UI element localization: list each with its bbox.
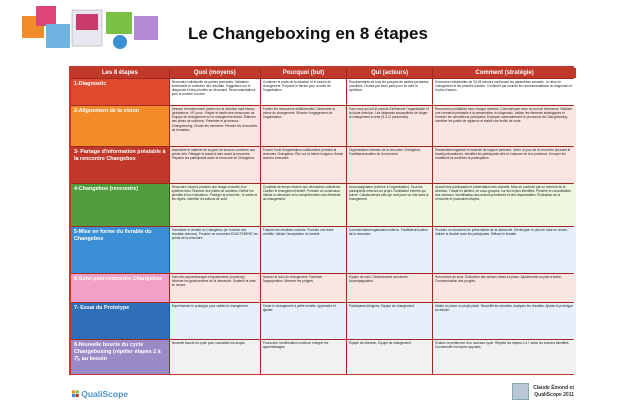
logo-box-blue (46, 24, 70, 48)
cell-comment: Entrevues individuelles de 30-45 minutes confirmant les paramètres suivants : le désir de changement et les priorités d'action. Confirmer par courriel les recommandations du diagnostic et le plan d'action. (433, 79, 576, 105)
cell-comment: Évaluer la pertinence d'un nouveau cycle. Répéter les étapes 2 à 7 selon les besoins identifiés. Documenter les leçons apprises. (433, 340, 576, 374)
cell-quoi: Assembler le matériel de support de secours conforme aux points clés. Partager le travail à faire avant la rencontre. Préparer les participants avant la rencontre de Changebox (170, 147, 260, 183)
cell-quoi: Rencontre visant à produire une image concrète d'un système futur. Élaborer des pistes de solutions. Définir les priorités et les indicateurs. Protéger la rencontre : le cadre et les règles. Identifier les actions de suivi. (170, 184, 260, 226)
table-grid (71, 68, 572, 373)
cell-quoi: Session d'entraînement (axées sur la direction haut niveau (présidence, VP) pour : Régler le destin des ressources de l'équipe de changement sur le changement désiré. Élaborer des pistes de solutions. Présenter le processus Changeboxing. Choisir les membres. Prendre les rencontres de formation. (170, 106, 260, 146)
cell-pourquoi: Traduire les résultats concrets. Produire une trace crédible. Valider l'acceptation du livrable. (261, 227, 346, 273)
changeboxing-logo (12, 2, 162, 56)
row-label: 5-Mise en forme du livrable du Changebox (71, 227, 169, 273)
column-header: Quoi (moyens) (170, 68, 260, 78)
cell-comment: Rencontres de suivi. Évaluation des actions mises en place. Ajustements au plan d'action. Communication des progrès. (433, 274, 576, 302)
row-label: 4-Changebox (rencontre) (71, 184, 169, 226)
row-label: 2-Alignement de la vision (71, 106, 169, 146)
row-label: 7- Essai du Prototype (71, 303, 169, 339)
row-label: 3- Partage d'information préalable à la rencontre Changebox (71, 147, 169, 183)
logo-screen-content (76, 14, 98, 30)
cell-pourquoi: Fournir l'outil d'organisation collaborative pendant la rencontre Changebox. Être sur la même longueur d'onde avant la rencontre. (261, 147, 346, 183)
cell-qui: Accompagnateur (externe à l'organisation). Tous les participants réservés au projet. Facilitateur externe qui anime. Collaborateurs clés qui vont jouer un rôle dans le changement. (347, 184, 432, 226)
cell-qui: Représentants de tous les groupes de parties prenantes possibles. Choisis par leurs pairs pour en faire la synthèse. (347, 79, 432, 105)
column-header: Comment (stratégie) (433, 68, 576, 78)
logo-box-green (106, 12, 132, 34)
cell-quoi: Nouvelle boucle du cycle pour consolider les acquis. (170, 340, 260, 374)
cell-quoi: Suivi des apprentissages et ajustements (coaching). Informer les gestionnaires de la démarche. Soutenir la mise en œuvre. (170, 274, 260, 302)
cell-pourquoi: Confirmer le pouls de la situation et le besoin de changement. Préparer le terrain pour la suite de l'organisation (261, 79, 346, 105)
cell-qui: Tous ceux qui ont le pouvoir d'influencer l'organisation et la haute direction. Les dirigeants susceptibles de diriger le changement à venir (5 à 12 personnes). (347, 106, 432, 146)
cell-comment: Accueil des participants et présentation des objectifs. Mise en contexte par un membre de la direction. Travail en ateliers, en sous-groupes, sur les enjeux identifiés. Plénière et consolidation des solutions. Identification des actions prioritaires et des responsables. Évaluation de la rencontre et prochaines étapes. (433, 184, 576, 226)
credit-block (512, 383, 574, 400)
qualiscope-logo (72, 383, 128, 405)
logo-box-pink (36, 6, 56, 26)
credit-line-1: Claude Émond et (533, 385, 574, 392)
changeboxing-table (69, 66, 574, 375)
cell-quoi: Expérimenter le prototype pour valider le changement. (170, 303, 260, 339)
cell-qui: Organisations internes de la rencontre Changebox. Facilitateur/soutien de la rencontre. (347, 147, 432, 183)
row-label: 1-Diagnostic (71, 79, 169, 105)
logo-box-purple (134, 16, 158, 40)
column-header: Les 8 étapes (71, 68, 169, 78)
cell-pourquoi: Fonder les ressources additionnelles. Démontrer la valeur du changement. Stimuler l'engagement de l'organisation (261, 106, 346, 146)
cell-pourquoi: Assurer le suivi du changement. Favoriser l'appropriation. Mesurer les progrès. (261, 274, 346, 302)
cell-quoi: Formaliser le livrable du Changebox (en fonction des résultats obtenus). Produire un document EXACTEMENT les points de la rencontre. (170, 227, 260, 273)
author-photo (512, 383, 529, 400)
cell-comment: Rencontres préalables avec chaque membre. Communiquer avec un mot de bienvenue. Réaliser une formation préalable à la présentation du diagnostic. Valider les éléments stratégiques et formuler les orientations principales. Expliquer sommairement le processus de Changeboxing. Identifier les points de vigilance et établir une feuille de route. (433, 106, 576, 146)
cell-comment: Rassembler/organiser le matériel de support pertinent. Ordre du jour de la rencontre (incluant le travail préparatoire). Identifier les participants clés et s'assurer de leur présence. Envoyer les invitations et confirmer la participation. (433, 147, 576, 183)
cell-comment: Mettre en place un projet pilote. Recueillir les données. Analyser les résultats. Ajuster le prototype au besoin. (433, 303, 576, 339)
cell-qui: Équipe de suivi. Gestionnaires concernés. Accompagnateur. (347, 274, 432, 302)
cell-qui: Participants désignés. Équipe de changement. (347, 303, 432, 339)
cell-comment: Produire un document de présentation de la démarche. Développer le plan de mise en œuvre. Valider le livrable avec les participants. Diffuser le livrable. (433, 227, 576, 273)
column-header: Pourquoi (but) (261, 68, 346, 78)
column-header: Qui (acteurs) (347, 68, 432, 78)
cell-quoi: Rencontre individuelle de parties prenantes. Validation individuelle et collective des résultats. Suggestion sur le diagnostic et des priorités en découlant. Recommandations pour la marche à suivre (170, 79, 260, 105)
cell-qui: Coordonnateur/organisation interne. Facilitateur/soutien de la rencontre. (347, 227, 432, 273)
cell-pourquoi: Poursuivre l'amélioration continue. Intégrer les apprentissages. (261, 340, 346, 374)
document-title: Le Changeboxing en 8 étapes (188, 24, 428, 43)
credit-line-2: QualiScope 2011 (534, 391, 574, 398)
cell-qui: Équipe de direction. Équipe de changement. (347, 340, 432, 374)
row-label: 8-Nouvelle boucle du cycle Changeboxing (répéter étapes 2 à 7), au besoin (71, 340, 169, 374)
qualiscope-name: QualiScope (81, 389, 128, 399)
qualiscope-mark-icon (72, 387, 79, 401)
cell-pourquoi: Tester le changement à petite échelle. Apprendre et ajuster. (261, 303, 346, 339)
logo-circle (113, 35, 127, 49)
cell-pourquoi: Constitué de temps réservé aux démarches collectives. Clarifier le changement désiré. Produire un consensus. Valider la démarche et la compréhension des éléments du changement. (261, 184, 346, 226)
row-label: 6-Suivi post-rencontre Changebox (71, 274, 169, 302)
